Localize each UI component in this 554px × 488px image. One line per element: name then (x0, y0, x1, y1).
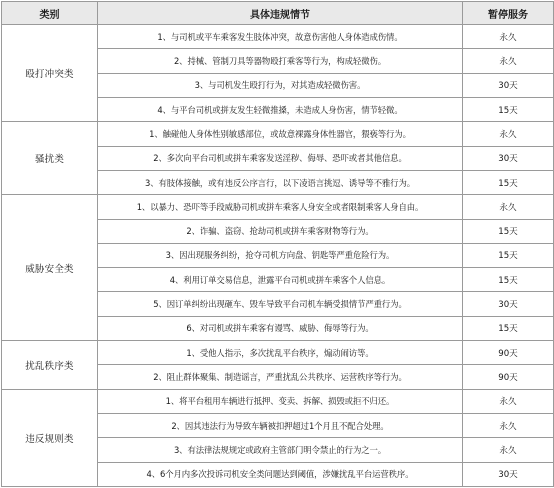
violation-detail-cell: 1、以暴力、恐吓等手段威胁司机或拼车乘客人身安全或者限制乘客人身自由。 (98, 195, 463, 219)
table-body (2, 25, 554, 487)
table-row (2, 389, 554, 413)
suspension-duration-cell: 30天 (463, 292, 554, 316)
violation-detail-cell: 2、阻止群体聚集、制造谣言，严重扰乱公共秩序、运营秩序等行为。 (98, 365, 463, 389)
violation-detail-cell: 3、有法律法规规定或政府主管部门明令禁止的行为之一。 (98, 438, 463, 462)
suspension-duration-cell: 15天 (463, 170, 554, 194)
suspension-duration-cell: 90天 (463, 365, 554, 389)
suspension-duration-cell: 30天 (463, 146, 554, 170)
violation-detail-cell: 4、6个月内多次投诉司机安全类问题达到阈值，涉嫌扰乱平台运营秩序。 (98, 462, 463, 486)
suspension-duration-cell: 永久 (463, 438, 554, 462)
header-detail: 具体违规情节 (98, 2, 463, 25)
violation-detail-cell: 3、有肢体接触，或有违反公序言行，以下凌语言挑逗、诱导等不雅行为。 (98, 170, 463, 194)
suspension-duration-cell: 永久 (463, 122, 554, 146)
violation-detail-cell: 1、受他人指示，多次扰乱平台秩序，煽动闹访等。 (98, 341, 463, 365)
table-header-row (2, 2, 554, 25)
violation-detail-cell: 2、因其违法行为导致车辆被扣押超过1个月且不配合处理。 (98, 414, 463, 438)
violation-detail-cell: 6、对司机或拼车乘客有谩骂、威胁、侮辱等行为。 (98, 316, 463, 340)
suspension-duration-cell: 30天 (463, 73, 554, 97)
category-cell: 骚扰类 (2, 122, 98, 195)
table-row (2, 25, 554, 49)
violation-detail-cell: 4、利用订单交易信息，泄露平台司机或拼车乘客个人信息。 (98, 268, 463, 292)
violation-detail-cell: 2、持械、管制刀具等器物殴打乘客等行为，构成轻微伤。 (98, 49, 463, 73)
table-row (2, 122, 554, 146)
suspension-duration-cell: 永久 (463, 49, 554, 73)
suspension-duration-cell: 15天 (463, 243, 554, 267)
table-row (2, 195, 554, 219)
header-category: 类别 (2, 2, 98, 25)
suspension-duration-cell: 15天 (463, 316, 554, 340)
violation-detail-cell: 3、与司机发生殴打行为，对其造成轻微伤害。 (98, 73, 463, 97)
header-suspension: 暂停服务 (463, 2, 554, 25)
suspension-duration-cell: 永久 (463, 389, 554, 413)
violation-detail-cell: 1、将平台租用车辆进行抵押、变卖、拆解、损毁或拒不归还。 (98, 389, 463, 413)
suspension-duration-cell: 永久 (463, 414, 554, 438)
category-cell: 扰乱秩序类 (2, 341, 98, 390)
suspension-duration-cell: 90天 (463, 341, 554, 365)
suspension-duration-cell: 15天 (463, 268, 554, 292)
violation-detail-cell: 2、多次向平台司机或拼车乘客发送淫秽、侮辱、恐吓或者其他信息。 (98, 146, 463, 170)
table-row (2, 341, 554, 365)
category-cell: 威胁安全类 (2, 195, 98, 341)
violation-rules-table (1, 1, 554, 487)
violation-detail-cell: 5、因订单纠纷出现砸车、毁车导致平台司机车辆受损情节严重行为。 (98, 292, 463, 316)
category-cell: 违反规则类 (2, 389, 98, 486)
violation-detail-cell: 4、与平台司机或拼友发生轻微推搡，未造成人身伤害，情节轻微。 (98, 97, 463, 121)
violation-detail-cell: 3、因出现服务纠纷，抢夺司机方向盘、钥匙等严重危险行为。 (98, 243, 463, 267)
violation-detail-cell: 2、诈骗、盗窃、抢劫司机或拼车乘客财物等行为。 (98, 219, 463, 243)
suspension-duration-cell: 15天 (463, 219, 554, 243)
violation-detail-cell: 1、与司机或平车乘客发生肢体冲突，故意伤害他人身体造成伤情。 (98, 25, 463, 49)
suspension-duration-cell: 30天 (463, 462, 554, 486)
violation-detail-cell: 1、触碰他人身体性别敏感部位，或故意裸露身体性器官，猥亵等行为。 (98, 122, 463, 146)
suspension-duration-cell: 永久 (463, 195, 554, 219)
suspension-duration-cell: 15天 (463, 97, 554, 121)
category-cell: 殴打冲突类 (2, 25, 98, 122)
suspension-duration-cell: 永久 (463, 25, 554, 49)
